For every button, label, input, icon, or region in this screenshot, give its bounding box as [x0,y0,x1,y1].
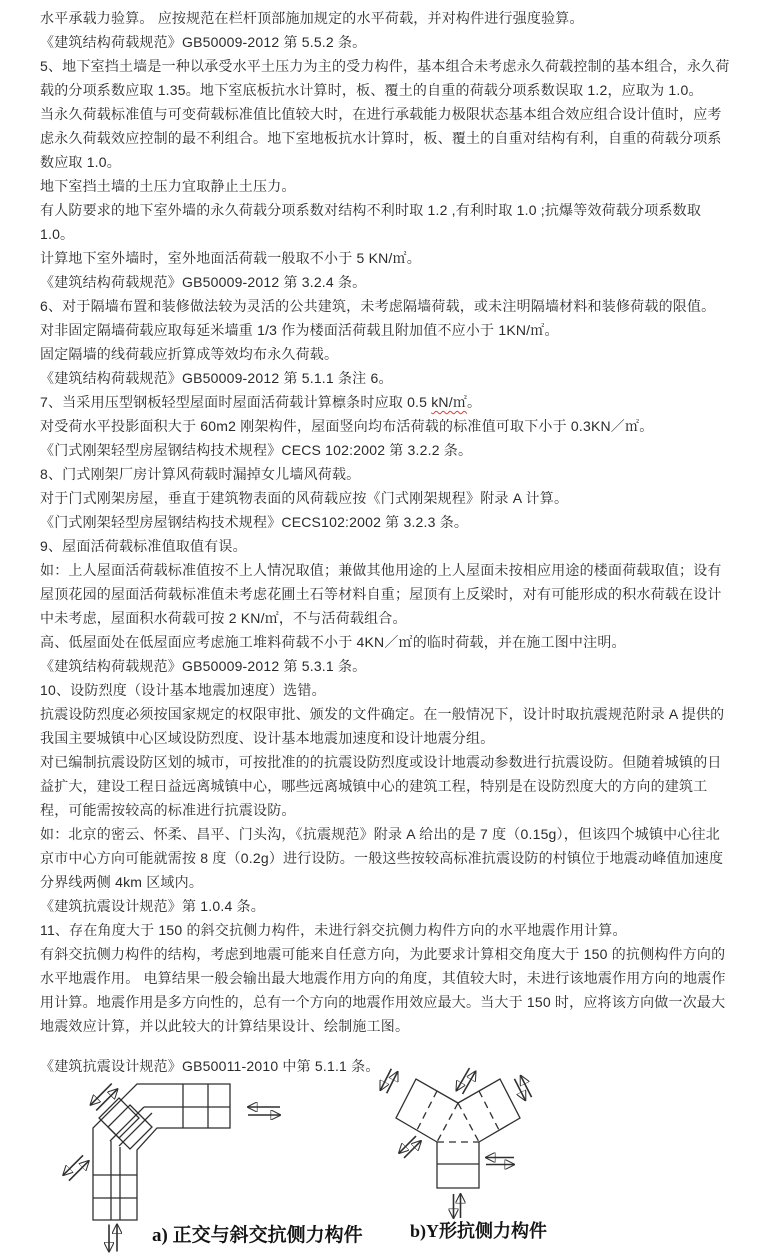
text-run: 7、当采用压型钢板轻型屋面时屋面活荷载计算檩条时应取 0.5 [40,394,432,410]
paragraph: 《建筑抗震设计规范》GB50011-2010 中第 5.1.1 条。 [40,1058,380,1074]
spellcheck-marked-text: kN/㎡ [431,394,468,410]
paragraph: 计算地下室外墙时，室外地面活荷载一般取不小于 5 KN/㎡。 [40,250,421,266]
shear-arrow [463,1071,476,1094]
shear-arrow [404,1141,421,1158]
paragraph: 如：北京的密云、怀柔、昌平、门头沟，《抗震规范》附录 A 给出的是 7 度（0.15g），但该四个城镇中心往北京市中心方向可能就需按 8 度（0.2g）进行设防。一般这些按较高标准抗震设防的村镇位于地震动峰值加速度分界线两侧 4km 区域内。 [40,826,724,890]
shear-arrow [456,1068,469,1091]
paragraph: 《建筑结构荷载规范》GB50009-2012 第 5.1.1 条注 6。 [40,370,393,386]
figure-a-caption: a) 正交与斜交抗侧力构件 [152,1225,363,1246]
paragraph [40,390,734,414]
paragraph: 对受荷水平投影面积大于 60m2 刚架构件，屋面竖向均布活荷载的标准值可取下小于 0.3KN／㎡。 [40,418,654,434]
paragraph: 《建筑结构荷载规范》GB50009-2012 第 5.3.1 条。 [40,658,367,674]
paragraph: 10、设防烈度（设计基本地震加速度）选错。 [40,682,326,698]
shear-arrow [63,1155,83,1175]
plan-a-outline [93,1084,230,1220]
plan-b-bottom-wing [437,1142,479,1188]
paragraph: 5、地下室挡土墙是一种以承受水平土压力为主的受力构件，基本组合未考虑永久荷载控制的基本组合，永久荷载的分项系数应取 1.35。地下室底板抗水计算时，板、覆土的自重的荷载分项系数误取 1.2，应取为 1.0。 [40,58,730,98]
paragraph: 6、对于隔墙布置和装修做法较为灵活的公共建筑，未考虑隔墙荷载，或未注明隔墙材料和装修荷载的限值。 [40,298,716,314]
paragraph: 固定隔墙的线荷载应折算成等效均布永久荷载。 [40,346,339,362]
plan-a-top-wing-grid [144,1084,230,1128]
paragraph: 当永久荷载标准值与可变荷载标准值比值较大时，在进行承载能力极限状态基本组合效应组合设计值时，应考虑永久荷载效应控制的最不利组合。地下室地板抗水计算时，板、覆土的自重对结构有利，自重的荷载分项系数应取 1.0。 [40,106,722,170]
paragraph: 地下室挡土墙的土压力宜取静止土压力。 [40,178,296,194]
paragraph: 对已编制抗震设防区划的城市，可按批准的的抗震设防烈度或设计地震动参数进行抗震设防。但随着城镇的日益扩大，建设工程日益远离城镇中心，哪些远离城镇中心的建筑工程，特别是在设防烈度大的方向的建筑工程，可能需按较高的标准进行抗震设防。 [40,754,722,818]
plan-b-upper-right-wing [458,1079,520,1142]
paragraph: 《建筑结构荷载规范》GB50009-2012 第 5.5.2 条。 [40,34,367,50]
shear-arrow [69,1161,89,1181]
diagram-b-arrows [380,1068,531,1218]
paragraph: 高、低屋面处在低屋面应考虑施工堆料荷载不小于 4KN／㎡的临时荷载，并在施工图中注明。 [40,634,626,650]
paragraph: 8、门式刚架厂房计算风荷载时漏掉女儿墙风荷载。 [40,466,361,482]
plan-b-dashed-core [417,1091,499,1142]
paragraph: 如：上人屋面活荷载标准值按不上人情况取值；兼做其他用途的上人屋面未按相应用途的楼面荷载取值；设有屋顶花园的屋面活荷载标准值未考虑花圃土石等材料自重；屋顶有上反梁时，对有可能形成的积水荷载在设计中未考虑，屋面积水荷载可按 2 KN/㎡，不与活荷载组合。 [40,562,722,626]
diagram-b-plan [380,1068,547,1242]
shear-arrow [91,1084,112,1105]
paragraph: 《门式刚架轻型房屋钢结构技术规程》CECS102:2002 第 3.2.3 条。 [40,514,469,530]
paragraph: 有人防要求的地下室外墙的永久荷载分项系数对结构不利时取 1.2 ,有利时取 1.0 ;抗爆等效荷载分项系数取 1.0。 [40,202,702,242]
paragraph: 对非固定隔墙荷载应取每延米墙重 1/3 作为楼面活荷载且附加值不应小于 1KN/㎡。 [40,322,559,338]
paragraph: 水平承载力验算。 应按规范在栏杆顶部施加规定的水平荷载，并对构件进行强度验算。 [40,10,584,26]
document-body [40,6,734,1078]
paragraph: 9、屋面活荷载标准值取值有误。 [40,538,247,554]
paragraph: 有斜交抗侧力构件的结构，考虑到地震可能来自任意方向，为此要求计算相交角度大于 150 的抗侧构件方向的水平地震作用。 电算结果一般会输出最大地震作用方向的角度，其值较大时，未进行该地震作用方向的地震作用计算。地震作用是多方向性的，总有一个方向的地震作用效应最大。当大于 150 时，应将该方向做一次最大地震效应计算，并以此较大的计算结果设计、绘制施工图。 [40,946,726,1034]
figure-lateral-force-members [0,1067,772,1257]
paragraph: 11、存在角度大于 150 的斜交抗侧力构件，未进行斜交抗侧力构件方向的水平地震作用计算。 [40,922,627,938]
paragraph: 《门式刚架轻型房屋钢结构技术规程》CECS 102:2002 第 3.2.2 条。 [40,442,473,458]
paragraph: 《建筑抗震设计规范》第 1.0.4 条。 [40,898,265,914]
plan-b-upper-left-wing [396,1079,458,1142]
plan-a-left-wing-grid [93,1141,137,1220]
paragraph: 对于门式刚架房屋，垂直于建筑物表面的风荷载应按《门式刚架规程》附录 A 计算。 [40,490,569,506]
paragraph: 《建筑结构荷载规范》GB50009-2012 第 3.2.4 条。 [40,274,367,290]
paragraph: 抗震设防烈度必须按国家规定的权限审批、颁发的文件确定。在一般情况下，设计时取抗震规范附录 A 提供的我国主要城镇中心区域设防烈度、设计基本地震加速度和设计地震分组。 [40,706,725,746]
shear-arrow [399,1136,416,1153]
diagram-a-plan [63,1084,362,1252]
text-run: 。 [467,394,482,410]
figure-b-caption: b)Y形抗侧力构件 [410,1221,548,1241]
